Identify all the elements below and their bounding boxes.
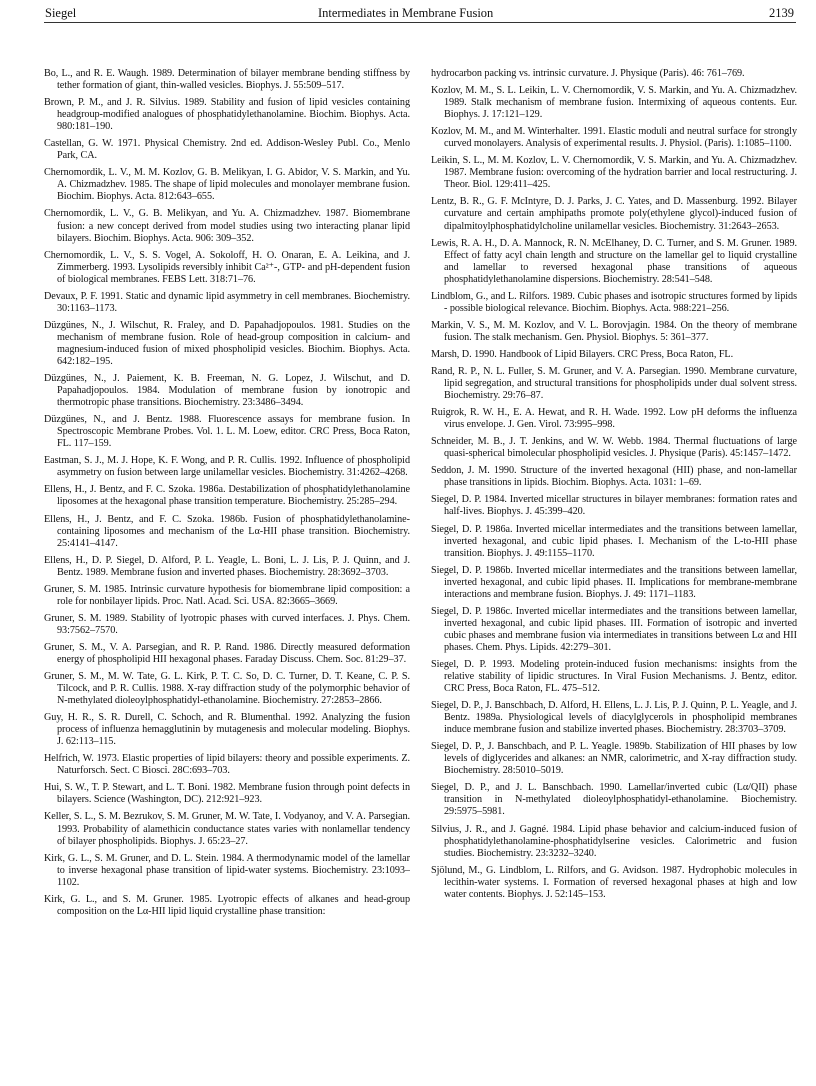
reference-entry: Chernomordik, L. V., G. B. Melikyan, and Yu. A. Chizmadzhev. 1987. Biomembrane fusion: a new concept derived from model studies using two interacting planar lipid bilayers. Biochim. Biophys. Acta. 906: 309–352.: [44, 208, 410, 244]
reference-entry: Siegel, D. P. 1986a. Inverted micellar intermediates and the transitions between lamellar, inverted hexagonal, and cubic lipid phases. I. Mechanism of the L-to-HII phase transition. Biophys. J. 49:1155–1170.: [431, 523, 797, 559]
reference-entry: Siegel, D. P., and J. L. Banschbach. 1990. Lamellar/inverted cubic (Lα/QII) phase transition in N-methylated dioleoylphosphatidyl-ethanolamine. Biochemistry. 29:5975–5981.: [431, 782, 797, 818]
references-right-column: [431, 68, 797, 1073]
reference-entry: Ellens, H., J. Bentz, and F. C. Szoka. 1986a. Destabilization of phosphatidylethanolamine liposomes at the hexagonal phase transition temperature. Biochemistry. 25:285–294.: [44, 484, 410, 508]
reference-entry: Gruner, S. M. 1989. Stability of lyotropic phases with curved interfaces. J. Phys. Chem. 93:7562–7570.: [44, 612, 410, 636]
reference-entry: Keller, S. L., S. M. Bezrukov, S. M. Gruner, M. W. Tate, I. Vodyanoy, and V. A. Parsegian. 1993. Probability of alamethicin conductance states varies with nonlamellar tendency of bilayer phospholipids. Biophys. J. 65:23–27.: [44, 811, 410, 847]
reference-entry: Kozlov, M. M., S. L. Leikin, L. V. Chernomordik, V. S. Markin, and Yu. A. Chizmadzhev. 1989. Stalk mechanism of membrane fusion. Intermixing of aqueous contents. Eur. Biophys. J. 17:121–129.: [431, 85, 797, 121]
reference-entry: Düzgünes, N., and J. Bentz. 1988. Fluorescence assays for membrane fusion. In Spectroscopic Membrane Probes. Vol. 1. L. M. Loew, editor. CRC Press, Boca Raton, FL. 117–159.: [44, 414, 410, 450]
reference-entry: Siegel, D. P. 1993. Modeling protein-induced fusion mechanisms: insights from the relative stability of lipidic structures. In Viral Fusion Mechanisms. J. Bentz, editor. CRC Press, Boca Raton, FL. 475–512.: [431, 658, 797, 695]
reference-entry: Lindblom, G., and L. Rilfors. 1989. Cubic phases and isotropic structures formed by lipids - possible biological relevance. Biochim. Biophys. Acta. 988:221–256.: [431, 290, 797, 314]
reference-entry: Castellan, G. W. 1971. Physical Chemistry. 2nd ed. Addison-Wesley Publ. Co., Menlo Park, CA.: [44, 138, 410, 162]
reference-entry: Siegel, D. P., J. Banschbach, and P. L. Yeagle. 1989b. Stabilization of HII phases by low levels of diglycerides and alkanes: an NMR, calorimetric, and X-ray diffraction study. Biochemistry. 28:5010–5019.: [431, 741, 797, 777]
reference-entry: Düzgünes, N., J. Wilschut, R. Fraley, and D. Papahadjopoulos. 1981. Studies on the mechanism of membrane fusion. Role of head-group composition in calcium- and magnesium-induced fusion of mixed phospholipid vesicles. Biochim. Biophys. Acta. 642:182–195.: [44, 319, 410, 367]
reference-entry: Seddon, J. M. 1990. Structure of the inverted hexagonal (HII) phase, and non-lamellar phase transitions in lipids. Biochim. Biophys. Acta. 1031: 1–69.: [431, 465, 797, 489]
reference-entry: Leikin, S. L., M. M. Kozlov, L. V. Chernomordik, V. S. Markin, and Yu. A. Chizmadzhev. 1987. Membrane fusion: overcoming of the hydration barrier and local restructuring. J. Theor. Biol. 129:411–425.: [431, 155, 797, 191]
reference-entry: Gruner, S. M. 1985. Intrinsic curvature hypothesis for biomembrane lipid composition: a role for nonbilayer lipids. Proc. Natl. Acad. Sci. USA. 82:3665–3669.: [44, 583, 410, 607]
reference-entry: Devaux, P. F. 1991. Static and dynamic lipid asymmetry in cell membranes. Biochemistry. 30:1163–1173.: [44, 290, 410, 314]
reference-entry: Ruigrok, R. W. H., E. A. Hewat, and R. H. Wade. 1992. Low pH deforms the influenza virus envelope. J. Gen. Virol. 73:995–998.: [431, 407, 797, 431]
reference-entry: Kirk, G. L., S. M. Gruner, and D. L. Stein. 1984. A thermodynamic model of the lamellar to inverse hexagonal phase transition of lipid-water systems. Biochemistry. 23:1093–1102.: [44, 852, 410, 888]
reference-entry: Sjölund, M., G. Lindblom, L. Rilfors, and G. Avidson. 1987. Hydrophobic molecules in lecithin-water systems. I. Formation of reversed hexagonal phases at high and low water contents. Biophys. J. 52:145–153.: [431, 864, 797, 900]
reference-entry: Ellens, H., J. Bentz, and F. C. Szoka. 1986b. Fusion of phosphatidylethanolamine-containing liposomes and mechanism of the Lα-HII phase transition. Biochemistry. 25:4141–4147.: [44, 513, 410, 549]
reference-entry: Gruner, S. M., M. W. Tate, G. L. Kirk, P. T. C. So, D. C. Turner, D. T. Keane, C. P. S. Tilcock, and P. R. Cullis. 1988. X-ray diffraction study of the polymorphic behavior of N-methylated dioleoylphosphatidyl-ethanolamine. Biochemistry. 27:2853–2866.: [44, 671, 410, 707]
running-head-author: Siegel: [45, 6, 77, 20]
reference-entry: Düzgünes, N., J. Paiement, K. B. Freeman, N. G. Lopez, J. Wilschut, and D. Papahadjopoulos. 1984. Modulation of membrane fusion by ionotropic and thermotropic phase transitions. Biochemistry. 23:3486–3494.: [44, 373, 410, 409]
reference-entry: Siegel, D. P. 1986c. Inverted micellar intermediates and the transitions between lamellar, inverted hexagonal, and cubic lipid phases. III. Formation of isotropic and inverted cubic phases and membrane fusion via intermediates in transitions between Lα and HII phases. Chem. Phys. Lipids. 42:279–301.: [431, 605, 797, 653]
reference-entry: hydrocarbon packing vs. intrinsic curvature. J. Physique (Paris). 46: 761–769.: [431, 68, 745, 79]
page-number: 2139: [769, 6, 794, 20]
reference-entry: Chernomordik, L. V., M. M. Kozlov, G. B. Melikyan, I. G. Abidor, V. S. Markin, and Yu. A. Chizmadzhev. 1985. The shape of lipid molecules and monolayer membrane fusion. Biochim. Biophys. Acta. 812:643–655.: [44, 167, 410, 203]
reference-entry: Lentz, B. R., G. F. McIntyre, D. J. Parks, J. C. Yates, and D. Massenburg. 1992. Bilayer curvature and certain amphipaths promote poly(ethylene glycol)-induced fusion of dipalmitoylphosphatidylcholine unilamellar vesicles. Biochemistry. 31:2643–2653.: [431, 196, 797, 232]
reference-entry: Kozlov, M. M., and M. Winterhalter. 1991. Elastic moduli and neutral surface for strongly curved monolayers. Analysis of experimental results. J. Physiol. (Paris). 1:1085–1100.: [431, 126, 797, 150]
references-left-column: [44, 68, 410, 1073]
reference-entry: Marsh, D. 1990. Handbook of Lipid Bilayers. CRC Press, Boca Raton, FL.: [431, 348, 734, 360]
reference-entry: Ellens, H., D. P. Siegel, D. Alford, P. L. Yeagle, L. Boni, L. J. Lis, P. J. Quinn, and J. Bentz. 1989. Membrane fusion and inverted phases. Biochemistry. 28:3692–3703.: [44, 554, 410, 578]
running-head-title: Intermediates in Membrane Fusion: [318, 6, 494, 20]
reference-entry: Schneider, M. B., J. T. Jenkins, and W. W. Webb. 1984. Thermal fluctuations of large quasi-spherical bimolecular phospholipid vesicles. J. Physique (Paris). 45:1457–1472.: [431, 436, 797, 460]
reference-entry: Markin, V. S., M. M. Kozlov, and V. L. Borovjagin. 1984. On the theory of membrane fusion. The stalk mechanism. Gen. Physiol. Biophys. 5: 361–377.: [431, 319, 797, 343]
reference-entry: Lewis, R. A. H., D. A. Mannock, R. N. McElhaney, D. C. Turner, and S. M. Gruner. 1989. Effect of fatty acyl chain length and structure on the lamellar gel to liquid crystalline and lamellar to reversed hexagonal phase transitions of aqueous phosphatidylethanolamine dispersions. Biochemistry. 28:541–548.: [431, 237, 797, 285]
reference-entry: Siegel, D. P., J. Banschbach, D. Alford, H. Ellens, L. J. Lis, P. J. Quinn, P. L. Yeagle, and J. Bentz. 1989a. Physiological levels of diacylglycerols in phospholipid membranes induce membrane fusion and stabilize inverted phases. Biochemistry. 28:3703–3709.: [431, 700, 797, 736]
reference-entry: Helfrich, W. 1973. Elastic properties of lipid bilayers: theory and possible experiments. Z. Naturforsch. Sect. C Biosci. 28C:693–703.: [44, 753, 410, 777]
reference-entry: Siegel, D. P. 1984. Inverted micellar structures in bilayer membranes: formation rates and half-lives. Biophys. J. 45:399–420.: [431, 494, 797, 518]
reference-entry: Kirk, G. L., and S. M. Gruner. 1985. Lyotropic effects of alkanes and head-group composition on the Lα-HII lipid liquid crystalline phase transition:: [44, 893, 410, 917]
reference-entry: Eastman, S. J., M. J. Hope, K. F. Wong, and P. R. Cullis. 1992. Influence of phospholipid asymmetry on fusion between large unilamellar vesicles. Biochemistry. 31:4262–4268.: [44, 455, 410, 479]
reference-entry: Rand, R. P., N. L. Fuller, S. M. Gruner, and V. A. Parsegian. 1990. Membrane curvature, lipid segregation, and structural transitions for phospholipids under dual solvent stress. Biochemistry. 29:76–87.: [431, 365, 797, 402]
header-rule: [44, 22, 796, 23]
reference-entry: Chernomordik, L. V., S. S. Vogel, A. Sokoloff, H. O. Onaran, E. A. Leikina, and J. Zimmerberg. 1993. Lysolipids reversibly inhibit Ca²⁺-, GTP- and pH-dependent fusion of biological membranes. FEBS Lett. 318:71–76.: [44, 249, 410, 285]
reference-entry: Bo, L., and R. E. Waugh. 1989. Determination of bilayer membrane bending stiffness by tether formation of giant, thin-walled vesicles. Biophys. J. 55:509–517.: [44, 68, 410, 92]
reference-entry: Silvius, J. R., and J. Gagné. 1984. Lipid phase behavior and calcium-induced fusion of phosphatidylethanolamine-phosphatidylserine vesicles. Calorimetric and fusion studies. Biochemistry. 23:3232–3240.: [431, 823, 797, 859]
reference-entry: Gruner, S. M., V. A. Parsegian, and R. P. Rand. 1986. Directly measured deformation energy of phospholipid HII hexagonal phases. Faraday Discuss. Chem. Soc. 81:29–37.: [44, 641, 410, 665]
reference-entry: Guy, H. R., S. R. Durell, C. Schoch, and R. Blumenthal. 1992. Analyzing the fusion process of influenza hemagglutinin by mutagenesis and molecular modeling. Biophys. J. 62:113–115.: [44, 712, 410, 748]
reference-entry: Siegel, D. P. 1986b. Inverted micellar intermediates and the transitions between lamellar, inverted hexagonal, and cubic lipid phases. II. Implications for membrane-membrane interactions and membrane fusion. Biophys. J. 49: 1171–1183.: [431, 564, 797, 600]
reference-entry: Brown, P. M., and J. R. Silvius. 1989. Stability and fusion of lipid vesicles containing headgroup-modified analogues of phosphatidylethanolamine. Biochim. Biophys. Acta. 980:181–190.: [44, 97, 410, 133]
running-head: [0, 3, 816, 33]
reference-entry: Hui, S. W., T. P. Stewart, and L. T. Boni. 1982. Membrane fusion through point defects in bilayers. Science (Washington, DC). 212:921–923.: [44, 782, 410, 806]
